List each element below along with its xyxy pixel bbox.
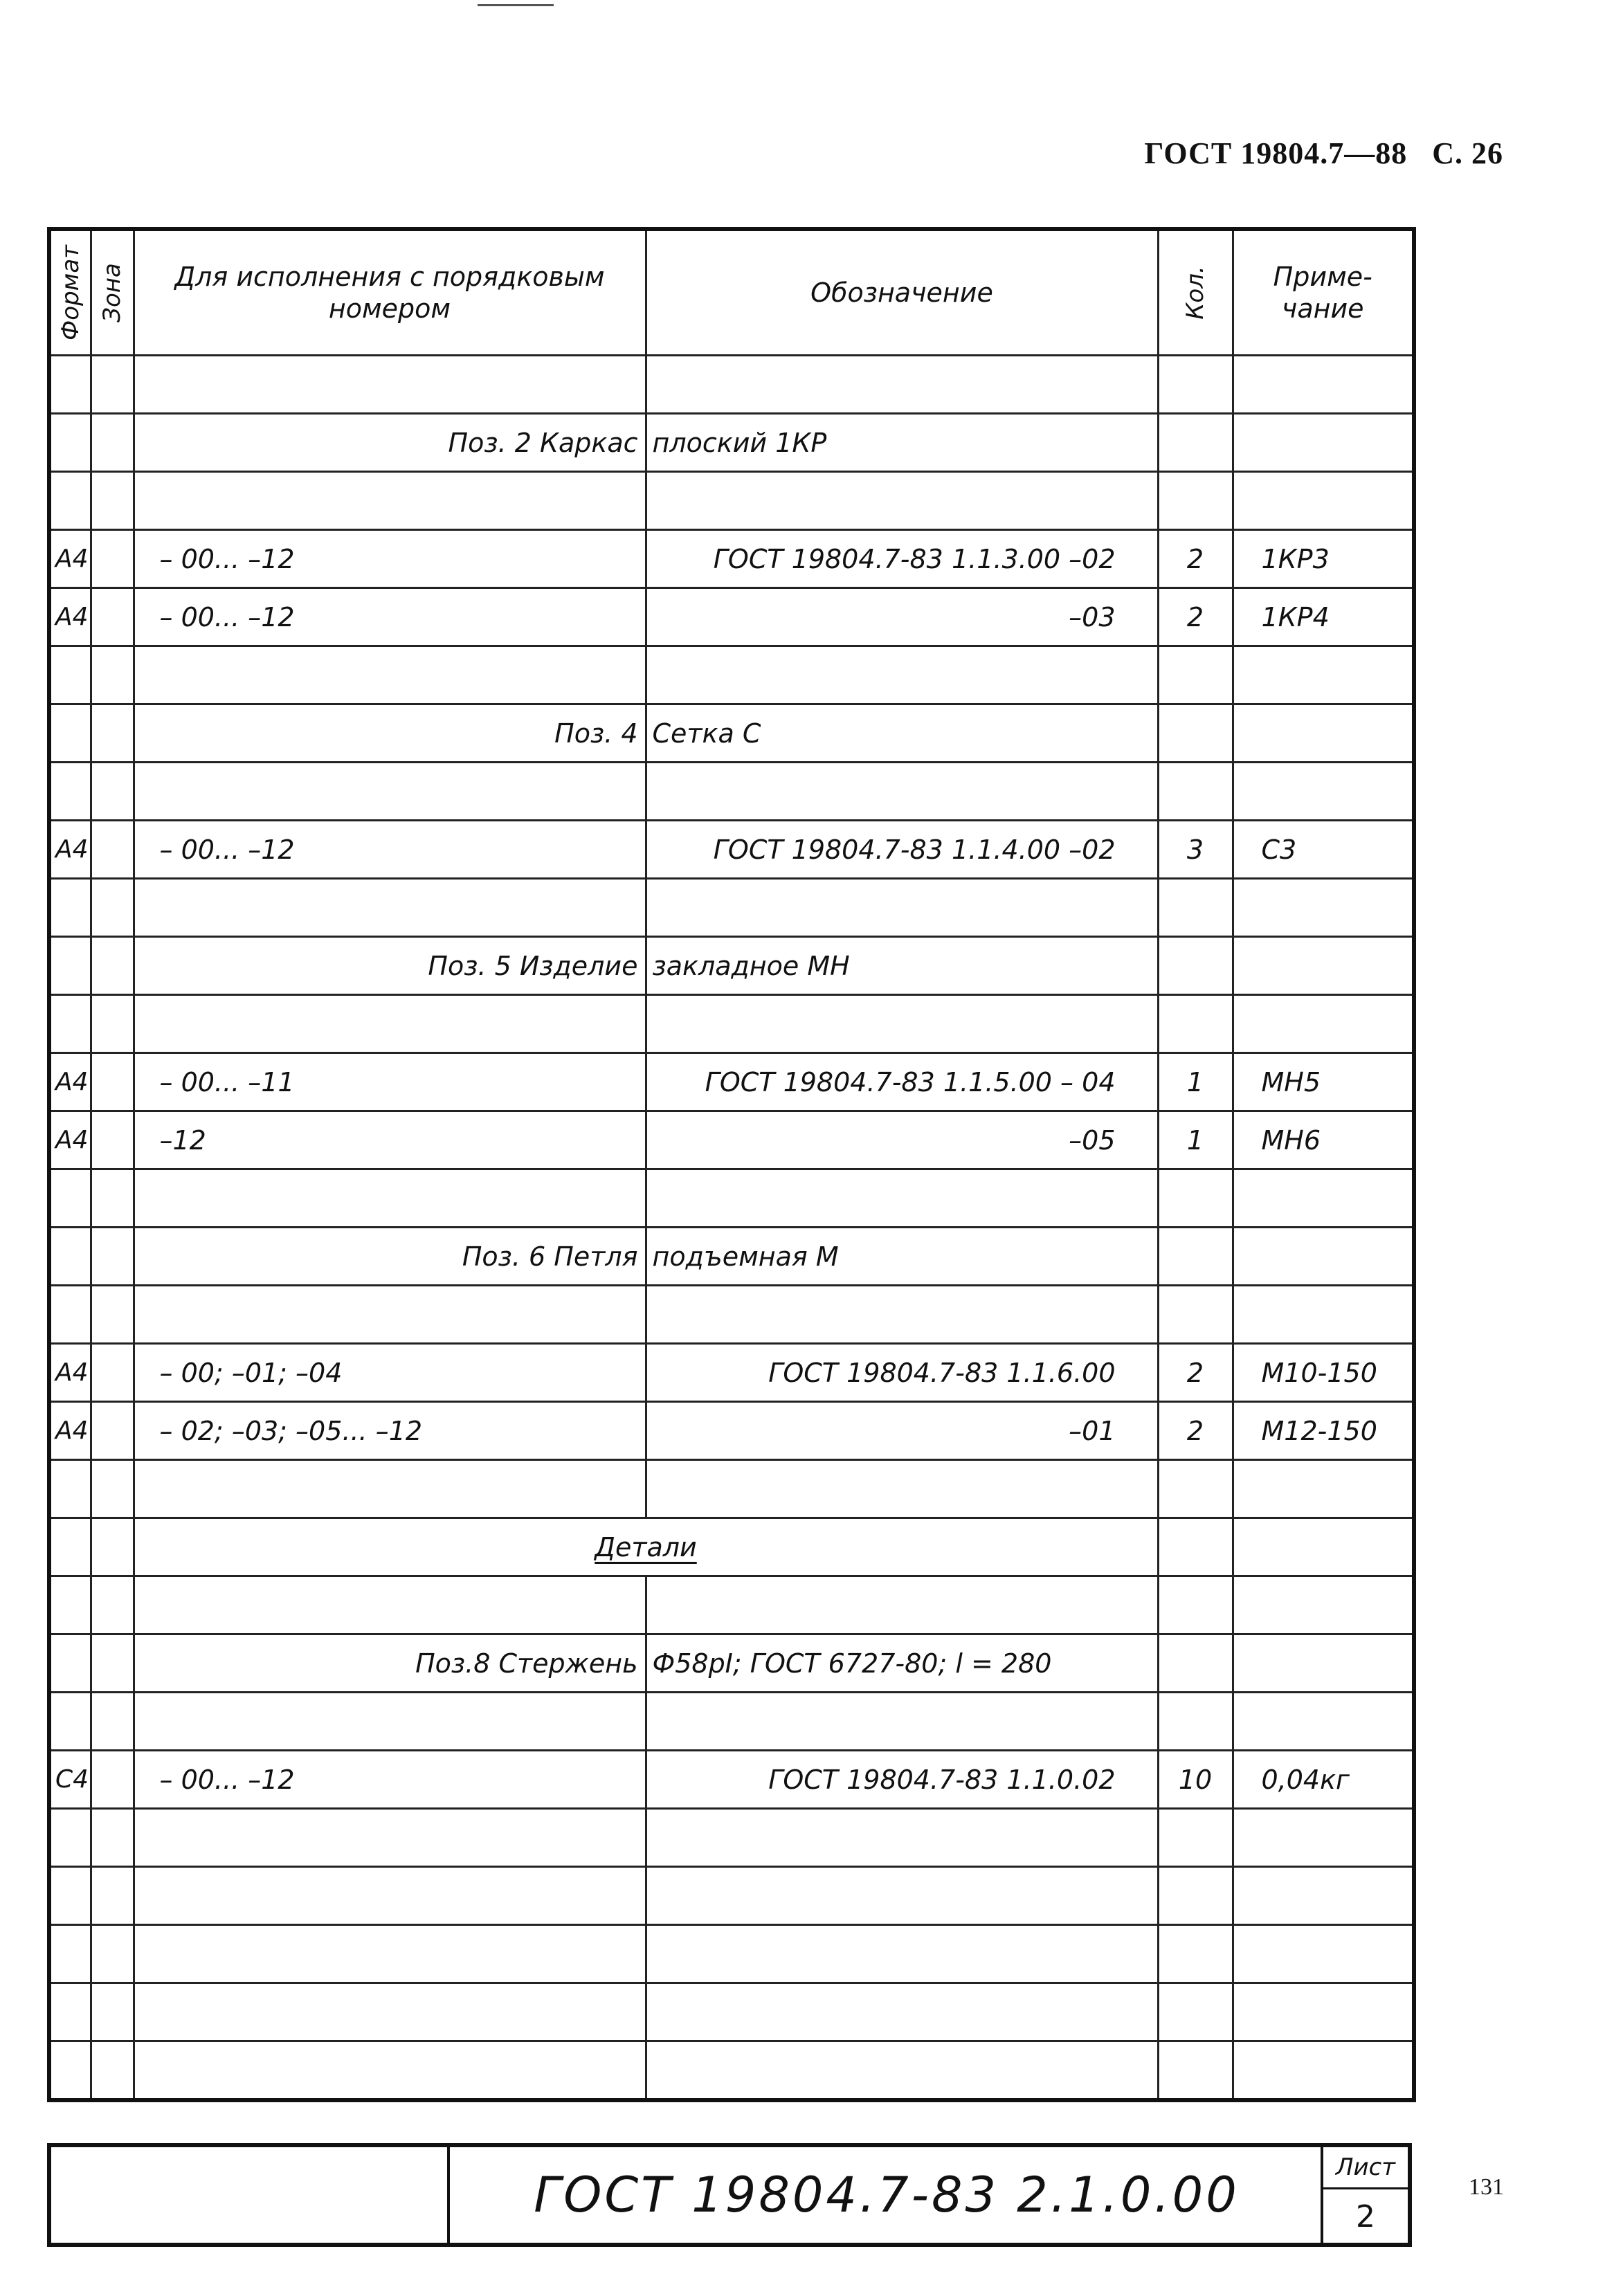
cell-zone [91,1809,134,1867]
cell-designation [646,879,1158,937]
blank-row [49,1286,1414,1344]
table-row [49,1344,1414,1402]
cell-note [1233,1867,1414,1925]
section-row [49,1634,1414,1693]
blank-row [49,1867,1414,1925]
cell-note: МН5 [1233,1053,1414,1111]
cell-designation [646,1286,1158,1344]
cell-designation [646,1867,1158,1925]
blank-row [49,1983,1414,2041]
cell-execution [134,646,646,704]
cell-designation: –03 [646,588,1158,646]
table-row [49,821,1414,879]
cell-zone [91,1286,134,1344]
cell-execution [134,879,646,937]
blank-row [49,763,1414,821]
cell-quantity [1158,1867,1233,1925]
cell-execution: –12 [134,1111,646,1169]
table-header-row [49,229,1414,356]
cell-note [1233,1634,1414,1693]
cell-execution: – 00... –12 [134,588,646,646]
cell-note: 1КР4 [1233,588,1414,646]
cell-format [49,1228,91,1286]
cell-execution [134,1867,646,1925]
cell-execution: – 00... –11 [134,1053,646,1111]
cell-execution [134,2041,646,2101]
cell-format [49,763,91,821]
blank-row [49,472,1414,530]
cell-designation [646,2041,1158,2101]
blank-row [49,2041,1414,2101]
section-title-right: Сетка С [646,704,1158,763]
col-format-header: Формат [49,229,91,356]
cell-execution [134,1809,646,1867]
section-title-right: подъемная М [646,1228,1158,1286]
cell-zone [91,1169,134,1228]
cell-format [49,414,91,472]
section-row [49,1228,1414,1286]
cell-execution [134,1925,646,1983]
cell-designation [646,1809,1158,1867]
cell-quantity: 2 [1158,1344,1233,1402]
blank-row [49,1925,1414,1983]
cell-format: А4 [49,530,91,588]
cell-quantity [1158,1228,1233,1286]
cell-designation [646,1576,1158,1634]
cell-format [49,1809,91,1867]
cell-note [1233,704,1414,763]
blank-row [49,879,1414,937]
cell-note [1233,937,1414,995]
cell-note [1233,646,1414,704]
cell-format [49,356,91,414]
table-row [49,1751,1414,1809]
cell-note [1233,1576,1414,1634]
cell-note: М10-150 [1233,1344,1414,1402]
table-row [49,1111,1414,1169]
blank-row [49,1460,1414,1518]
cell-format [49,1460,91,1518]
cell-note [1233,1809,1414,1867]
cell-zone [91,1111,134,1169]
cell-quantity [1158,937,1233,995]
cell-format: А4 [49,1053,91,1111]
cell-zone [91,1228,134,1286]
cell-quantity [1158,704,1233,763]
cell-format: А4 [49,1111,91,1169]
cell-designation: ГОСТ 19804.7-83 1.1.3.00 –02 [646,530,1158,588]
cell-quantity [1158,1576,1233,1634]
cell-zone [91,704,134,763]
cell-designation: ГОСТ 19804.7-83 1.1.4.00 –02 [646,821,1158,879]
table-row [49,1053,1414,1111]
cell-quantity [1158,2041,1233,2101]
section-heading-text: Детали [595,1531,697,1562]
cell-quantity [1158,879,1233,937]
section-title-right: плоский 1КР [646,414,1158,472]
cell-designation: ГОСТ 19804.7-83 1.1.6.00 [646,1344,1158,1402]
cell-zone [91,1983,134,2041]
cell-format [49,704,91,763]
cell-execution [134,356,646,414]
col-zone-header: Зона [91,229,134,356]
col-designation-header: Обозначение [646,229,1158,356]
sheet-number: 2 [1356,2199,1375,2234]
cell-format [49,1286,91,1344]
cell-zone [91,1693,134,1751]
cell-quantity: 10 [1158,1751,1233,1809]
cell-designation: –05 [646,1111,1158,1169]
cell-quantity [1158,1809,1233,1867]
table-row [49,530,1414,588]
sheet-label: Лист [1323,2147,1408,2189]
cell-zone [91,1402,134,1460]
cell-zone [91,1867,134,1925]
table-row [49,1402,1414,1460]
cell-execution [134,995,646,1053]
title-block-left-cell [51,2147,450,2243]
heading-row [49,1518,1414,1576]
cell-format [49,1576,91,1634]
cell-execution [134,472,646,530]
cell-execution [134,1576,646,1634]
cell-format [49,1693,91,1751]
cell-quantity: 1 [1158,1053,1233,1111]
cell-note [1233,1460,1414,1518]
col-qty-header: Кол. [1158,229,1233,356]
cell-quantity [1158,414,1233,472]
cell-format [49,1983,91,2041]
cell-execution [134,1983,646,2041]
cell-execution [134,1169,646,1228]
cell-designation: ГОСТ 19804.7-83 1.1.5.00 – 04 [646,1053,1158,1111]
cell-quantity: 1 [1158,1111,1233,1169]
cell-designation [646,995,1158,1053]
cell-quantity [1158,1169,1233,1228]
cell-execution: – 00... –12 [134,530,646,588]
cell-quantity [1158,646,1233,704]
cell-note [1233,1228,1414,1286]
cell-execution: – 00... –12 [134,1751,646,1809]
cell-quantity [1158,763,1233,821]
cell-format [49,879,91,937]
blank-row [49,1693,1414,1751]
section-row [49,704,1414,763]
cell-format [49,995,91,1053]
cell-quantity [1158,356,1233,414]
cell-note [1233,1925,1414,1983]
cell-format [49,646,91,704]
cell-execution [134,1286,646,1344]
cell-quantity [1158,1286,1233,1344]
cell-zone [91,879,134,937]
header-standard: ГОСТ 19804.7—88 [1144,136,1408,170]
cell-zone [91,646,134,704]
cell-zone [91,414,134,472]
cell-zone [91,1460,134,1518]
section-title-left: Поз. 2 Каркас [134,414,646,472]
cell-zone [91,530,134,588]
blank-row [49,646,1414,704]
cell-designation [646,472,1158,530]
cell-quantity [1158,1634,1233,1693]
cell-designation [646,356,1158,414]
col-note-header: Приме- чание [1233,229,1414,356]
table-body [49,356,1414,2101]
page-header [1127,136,1503,171]
cell-execution [134,1460,646,1518]
section-title-left: Поз. 6 Петля [134,1228,646,1286]
cell-note: 1КР3 [1233,530,1414,588]
cell-designation [646,1169,1158,1228]
cell-zone [91,937,134,995]
cell-zone [91,995,134,1053]
blank-row [49,995,1414,1053]
cell-quantity [1158,1693,1233,1751]
cell-zone [91,1518,134,1576]
cell-zone [91,472,134,530]
cell-quantity: 2 [1158,588,1233,646]
cell-quantity [1158,1983,1233,2041]
cell-quantity [1158,1518,1233,1576]
section-title-left: Поз.8 Стержень [134,1634,646,1693]
cell-quantity [1158,472,1233,530]
scan-mark [478,4,554,6]
cell-zone [91,2041,134,2101]
blank-row [49,1576,1414,1634]
cell-note [1233,414,1414,472]
cell-note [1233,2041,1414,2101]
title-block [47,2143,1412,2247]
specification-table [47,227,1416,2102]
cell-format: А4 [49,588,91,646]
section-row [49,937,1414,995]
cell-quantity: 2 [1158,530,1233,588]
section-title-left: Поз. 4 [134,704,646,763]
cell-zone [91,821,134,879]
blank-row [49,1809,1414,1867]
cell-designation [646,646,1158,704]
section-heading [134,1518,1158,1576]
cell-note [1233,1518,1414,1576]
table-row [49,588,1414,646]
blank-row [49,1169,1414,1228]
cell-note [1233,1169,1414,1228]
cell-note [1233,763,1414,821]
cell-execution: – 00; –01; –04 [134,1344,646,1402]
cell-zone [91,1751,134,1809]
header-page: С. 26 [1432,136,1503,170]
cell-quantity [1158,995,1233,1053]
cell-format [49,2041,91,2101]
cell-note [1233,995,1414,1053]
section-row [49,414,1414,472]
sheet-cell [1321,2147,1408,2243]
cell-note: М12-150 [1233,1402,1414,1460]
cell-format: С4 [49,1751,91,1809]
cell-designation: ГОСТ 19804.7-83 1.1.0.02 [646,1751,1158,1809]
cell-designation [646,763,1158,821]
cell-note [1233,1693,1414,1751]
cell-format: А4 [49,821,91,879]
document-code: ГОСТ 19804.7-83 2.1.0.00 [534,2167,1240,2223]
cell-execution: – 02; –03; –05... –12 [134,1402,646,1460]
cell-execution [134,763,646,821]
cell-execution [134,1693,646,1751]
cell-zone [91,1634,134,1693]
col-execution-header: Для исполнения с порядковым номером [134,229,646,356]
section-title-right: закладное МН [646,937,1158,995]
cell-zone [91,1053,134,1111]
page-number: 131 [1469,2174,1504,2200]
cell-quantity: 2 [1158,1402,1233,1460]
cell-format: А4 [49,1402,91,1460]
cell-note: МН6 [1233,1111,1414,1169]
cell-format [49,1867,91,1925]
cell-designation [646,1460,1158,1518]
cell-zone [91,1925,134,1983]
cell-format [49,1634,91,1693]
cell-zone [91,356,134,414]
cell-note: 0,04кг [1233,1751,1414,1809]
cell-format [49,472,91,530]
cell-note [1233,879,1414,937]
blank-row [49,356,1414,414]
cell-note: С3 [1233,821,1414,879]
cell-note [1233,1286,1414,1344]
cell-quantity: 3 [1158,821,1233,879]
cell-designation [646,1925,1158,1983]
cell-zone [91,588,134,646]
cell-quantity [1158,1925,1233,1983]
cell-format: А4 [49,1344,91,1402]
cell-format [49,1925,91,1983]
cell-zone [91,1576,134,1634]
section-title-right: Ф58рI; ГОСТ 6727-80; l = 280 [646,1634,1158,1693]
cell-format [49,937,91,995]
cell-note [1233,1983,1414,2041]
cell-zone [91,1344,134,1402]
cell-format [49,1169,91,1228]
cell-designation [646,1693,1158,1751]
cell-format [49,1518,91,1576]
section-title-left: Поз. 5 Изделие [134,937,646,995]
cell-designation [646,1983,1158,2041]
cell-execution: – 00... –12 [134,821,646,879]
cell-designation: –01 [646,1402,1158,1460]
cell-note [1233,472,1414,530]
cell-zone [91,763,134,821]
cell-quantity [1158,1460,1233,1518]
cell-note [1233,356,1414,414]
